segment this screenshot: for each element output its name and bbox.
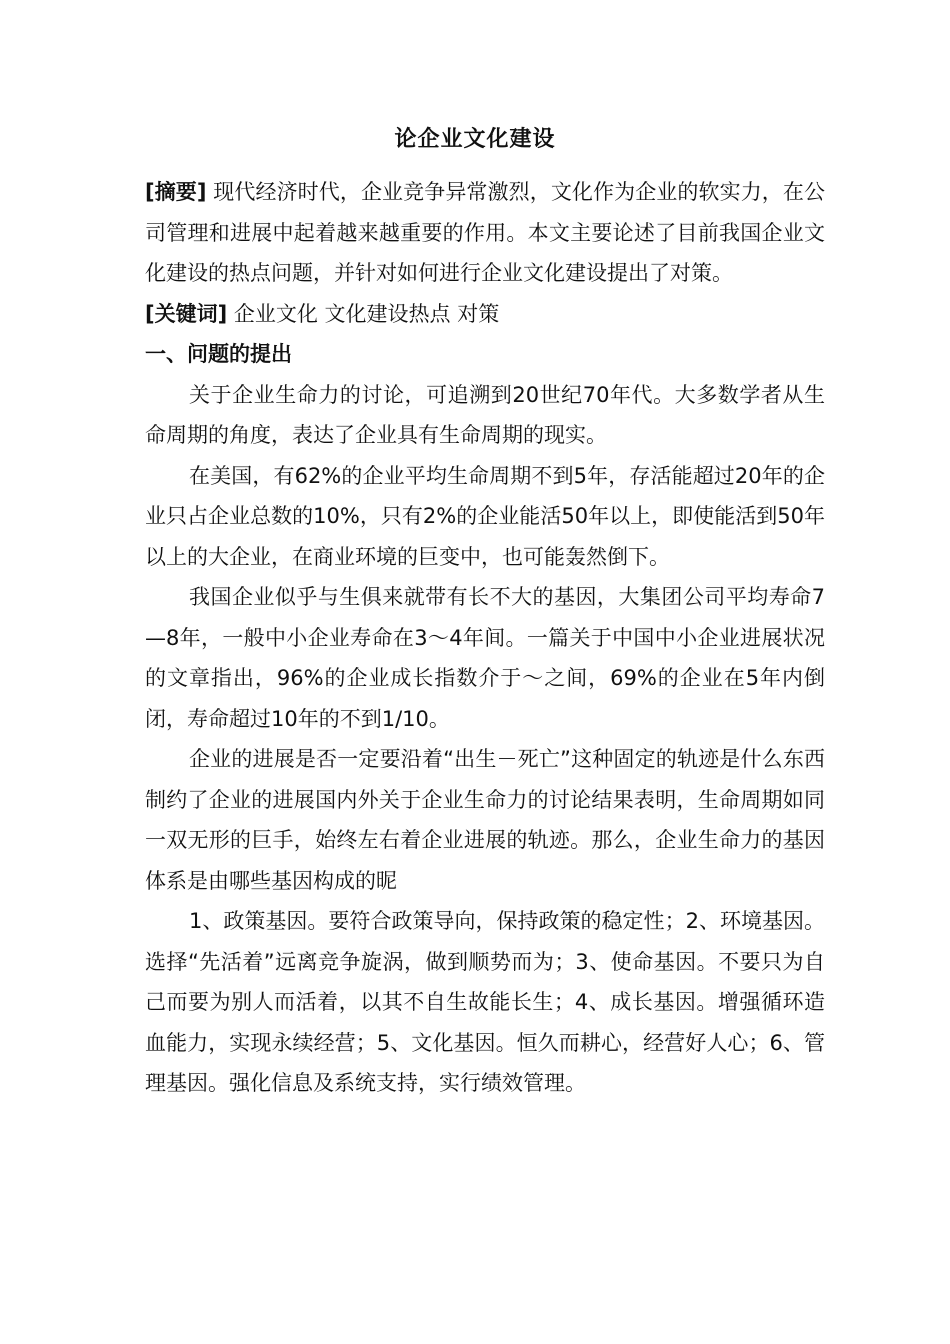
keywords-text: 企业文化 文化建设热点 对策 (227, 301, 500, 326)
body-paragraph: 在美国，有62%的企业平均生命周期不到5年，存活能超过20年的企业只占企业总数的10%，只有2%的企业能活50年以上，即使能活到50年以上的大企业，在商业环境的巨变中，也可能轰然倒下。 (145, 463, 825, 569)
abstract-text: 现代经济时代，企业竞争异常激烈，文化作为企业的软实力，在公司管理和进展中起着越来越重要的作用。本文主要论述了目前我国企业文化建设的热点问题，并针对如何进行企业文化建设提出了对策。 (145, 180, 825, 285)
keywords-paragraph (145, 294, 825, 335)
abstract-paragraph (145, 172, 825, 294)
body-paragraph: 1、政策基因。要符合政策导向，保持政策的稳定性；2、环境基因。选择“先活着”远离竞争旋涡，做到顺势而为；3、使命基因。不要只为自己而要为别人而活着，以其不自生故能长生；4、成长基因。增强循环造血能力，实现永续经营；5、文化基因。恒久而耕心，经营好人心；6、管理基因。强化信息及系统支持，实行绩效管理。 (145, 909, 825, 1095)
document-title: 论企业文化建设 (394, 127, 556, 152)
keywords-label: [关键词] (145, 301, 228, 326)
section-heading: 一、问题的提出 (145, 342, 292, 366)
body-paragraph: 企业的进展是否一定要沿着“出生－死亡”这种固定的轨迹是什么东西制约了企业的进展国内外关于企业生命力的讨论结果表明，生命周期如同一双无形的巨手，始终左右着企业进展的轨迹。那么，企业生命力的基因体系是由哪些基因构成的昵 (145, 747, 825, 893)
body-paragraph: 我国企业似乎与生俱来就带有长不大的基因，大集团公司平均寿命7—8年，一般中小企业寿命在3～4年间。一篇关于中国中小企业进展状况的文章指出，96%的企业成长指数介于～之间，69%的企业在5年内倒闭，寿命超过10年的不到1/10。 (145, 585, 825, 731)
document-body (145, 172, 825, 1104)
abstract-label: [摘要] (145, 180, 207, 204)
body-paragraph: 关于企业生命力的讨论，可追溯到20世纪70年代。大多数学者从生命周期的角度，表达了企业具有生命周期的现实。 (145, 382, 825, 447)
